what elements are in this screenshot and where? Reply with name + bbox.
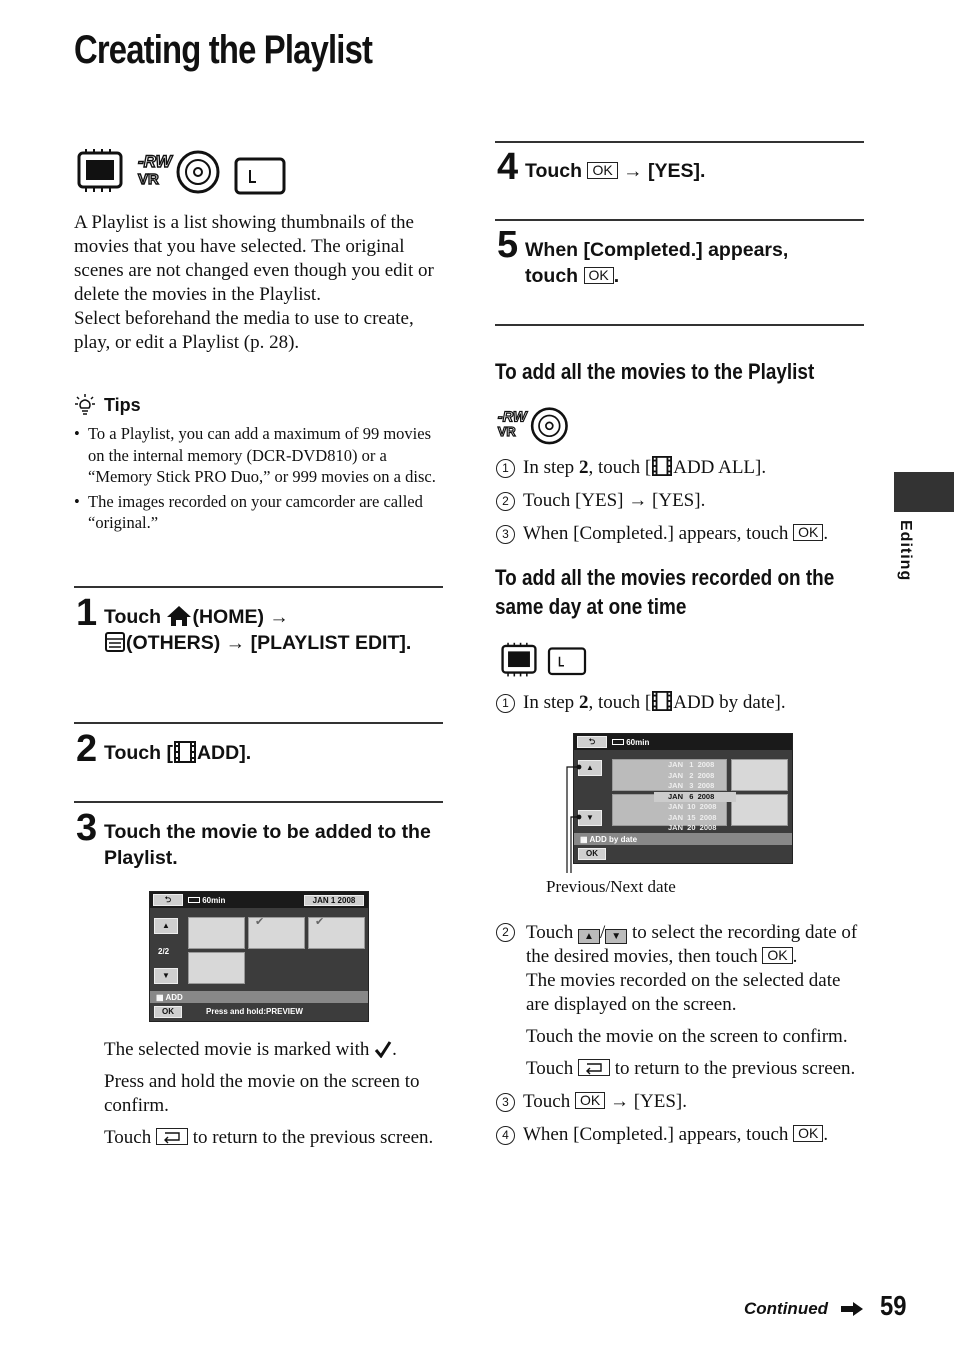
screen-caption: Previous/Next date [546,877,676,896]
check-icon [374,1040,392,1058]
divider [74,801,443,803]
footer [744,1290,914,1326]
ok-icon: OK [793,1125,823,1142]
thumbnail[interactable] [731,794,788,826]
tips-title: Tips [104,395,141,415]
list-item: JAN 3 2008 [668,781,715,790]
media-icons [500,642,590,680]
continued-label: Continued [744,1299,829,1318]
add-all-steps [496,456,866,546]
ok-icon: OK [584,267,614,284]
divider [74,586,443,588]
down-arrow-icon: ▼ [605,929,627,944]
scroll-up-button[interactable]: ▲ [154,918,178,934]
film-icon [173,741,197,763]
thumbnail[interactable] [188,952,245,984]
ok-icon: OK [575,1092,605,1109]
memory-stick-icon [547,647,587,677]
thumbnail-selected[interactable] [308,917,365,949]
date-list [654,760,736,834]
page-title: Creating the Playlist [74,28,373,72]
svg-text:-RW: -RW [138,152,172,171]
section-heading: To add all the movies to the Playlist [495,359,815,384]
list-item: JAN 20 2008 [668,823,717,832]
ok-icon: OK [793,524,823,541]
film-icon [651,691,673,711]
add-label: ▦ ADD [156,993,183,1002]
divider [495,141,864,143]
step-3-text: Touch the movie to be added to the Playlist. [104,821,431,869]
step-number: 1 [76,592,98,634]
list-item: JAN 1 2008 [668,760,715,769]
by-date-step-1: 1 In step 2, touch [ ADD by date]. [496,691,866,715]
intro-paragraph: Select beforehand the media to use to create, play, or edit a Playlist (p. 28). [74,308,414,353]
divider [495,219,864,221]
svg-text:VR: VR [138,171,159,188]
lightbulb-icon [74,393,96,417]
return-icon [156,1128,188,1145]
list-item: 3 Touch OK → [YES]. [496,1090,866,1114]
home-icon [166,605,192,627]
film-icon [651,456,673,476]
svg-text:VR: VR [497,424,516,440]
memory-icon [500,642,538,678]
battery-status: 60min [188,896,225,905]
previous-date-button[interactable]: ▲ [578,760,602,776]
tips-list [74,423,444,534]
callout-lines [560,760,620,880]
return-button[interactable]: ⮌ [577,736,607,748]
ok-button[interactable]: OK [154,1006,182,1018]
arrow-right-icon [840,1301,864,1317]
intro-text [74,211,444,355]
date-display: JAN 1 2008 [304,895,364,906]
step-4-text: Touch OK → [YES]. [525,160,706,182]
list-item: JAN 2 2008 [668,770,715,780]
page-indicator: 2/2 [158,947,170,956]
list-item: 2 Touch [YES] → [YES]. [496,489,866,513]
list-item: • To a Playlist, you can add a maximum of 99 movies on the internal memory (DCR-DVD810) or a “Memory Stick PRO Duo,” or 999 movies on a disc. [74,423,444,488]
camcorder-screen-add [149,891,369,1022]
side-tab-marker [894,472,954,512]
add-by-date-label: ▦ ADD by date [580,835,638,844]
check-icon: ✔ [315,916,325,928]
by-date-step-2 [496,921,866,1147]
up-arrow-icon: ▲ [578,929,600,944]
dvd-rw-vr-icon [496,405,570,445]
ok-icon: OK [587,162,617,179]
step-number: 4 [497,146,519,188]
media-icons [76,148,288,196]
preview-hint: Press and hold:PREVIEW [206,1007,303,1016]
step-5-text: When [Completed.] appears, touch OK . [525,239,789,287]
svg-text:-RW: -RW [497,409,527,426]
side-tab-label: Editing [897,520,914,582]
thumbnail-selected[interactable] [248,917,305,949]
intro-paragraph: A Playlist is a list showing thumbnails of the movies that you have selected. The original scenes are not changed even though you edit or delete the movies in the Playlist. [74,212,434,305]
dvd-rw-vr-icon [136,148,222,194]
step-number: 5 [497,224,519,266]
divider [74,722,443,724]
divider [495,324,864,326]
list-item: 4 When [Completed.] appears, touch OK . [496,1123,866,1147]
return-button[interactable]: ⮌ [153,894,183,906]
page-number: 59 [880,1290,907,1321]
thumbnail[interactable] [731,759,788,791]
list-item: 1 In step 2, touch [ ADD ALL]. [496,456,866,480]
list-item: JAN 10 2008 [668,802,717,811]
check-icon: ✔ [255,916,265,928]
note: Touch to return to the previous screen. [104,1127,434,1148]
return-icon [578,1059,610,1076]
list-item: 2 Touch ▲ / ▼ to select the recording date of the desired movies, then touch OK . The movies recorded on the selected date are displayed on the screen. Touch the movie on the screen to confirm. Touch to return to the previous screen. [496,921,866,1081]
battery-status: 60min [612,738,649,747]
scroll-down-button[interactable]: ▼ [154,968,178,984]
step-3-notes [104,1038,444,1150]
list-item: JAN 15 2008 [668,812,717,822]
note: The selected movie is marked with . [104,1039,397,1060]
step-number: 3 [76,807,98,849]
list-item: • The images recorded on your camcorder are called “original.” [74,491,444,534]
step-2-text: Touch [ ADD]. [104,742,252,764]
step-1-text: Touch (HOME) → (OTHERS) → [PLAYLIST EDIT]. [104,606,412,654]
memory-icon [76,148,124,194]
others-icon [104,631,126,653]
next-date-button[interactable]: ▼ [578,810,602,826]
memory-stick-icon [234,157,286,197]
step-number: 2 [76,728,98,770]
section-heading: To add all the movies recorded on the same day at one time [495,565,835,619]
thumbnail[interactable] [188,917,245,949]
note: Press and hold the movie on the screen to confirm. [104,1071,420,1116]
list-item-selected[interactable]: JAN 6 2008 [654,792,736,803]
ok-button[interactable]: OK [578,848,606,860]
list-item: 3 When [Completed.] appears, touch OK . [496,522,866,546]
ok-icon: OK [762,947,792,964]
